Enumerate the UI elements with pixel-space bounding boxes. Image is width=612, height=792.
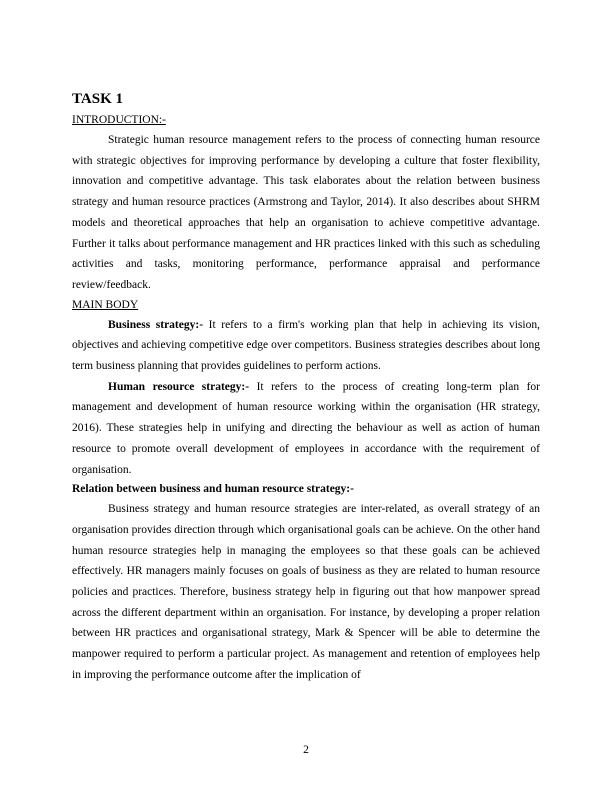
task-title: TASK 1 [72,91,123,107]
hr-strategy-text: It refers to the process of creating long-term plan for management and development of human resource working within the organisation (HR strategy, 2016). These strategies help in unifying and directing the behaviour as well as action of human resource to promote overall development of employees in accordance with the requirement of organisation. [72,380,540,476]
page-number: 2 [303,744,309,756]
introduction-paragraph: Strategic human resource management refers to the process of connecting human resource with strategic objectives for improving performance by developing a culture that foster flexibility, innovation and competitive advantage. This task elaborates about the relation between business strategy and human resource practices (Armstrong and Taylor, 2014). It also describes about SHRM models and theoretical approaches that help an organisation to achieve competitive advantage. Further it talks about performance management and HR practices linked with this such as scheduling activities and tasks, monitoring performance, performance appraisal and performance review/feedback. [72,134,540,291]
main-body-heading: MAIN BODY [72,298,139,311]
business-strategy-text: It refers to a firm's working plan that help in achieving its vision, objectives and achieving competitive edge over competitors. Business strategies describes about long term business planning that provides guidelines to perform actions. [72,318,540,373]
document-page [72,88,540,686]
hr-strategy-term: Human resource strategy:- [108,380,250,393]
hr-strategy-paragraph [72,377,540,481]
business-strategy-paragraph [72,315,540,377]
introduction-heading: INTRODUCTION:- [72,114,166,126]
relation-paragraph: Business strategy and human resource strategies are inter-related, as overall strategy of an organisation provides direction through which organisational goals can be achieve. On the other hand human resource strategies help in managing the employees so that these goals can be achieved effectively. HR managers mainly focuses on goals of business as they are related to human resource policies and practices. Therefore, business strategy help in figuring out that how manpower spread across the different department within an organisation. For instance, by developing a proper relation between HR practices and organisational strategy, Mark & Spencer will be able to determine the manpower required to perform a particular project. As management and retention of employees help in improving the performance outcome after the implication of [72,503,540,681]
relation-heading: Relation between business and human resource strategy:- [72,483,354,496]
business-strategy-term: Business strategy:- [108,318,204,331]
